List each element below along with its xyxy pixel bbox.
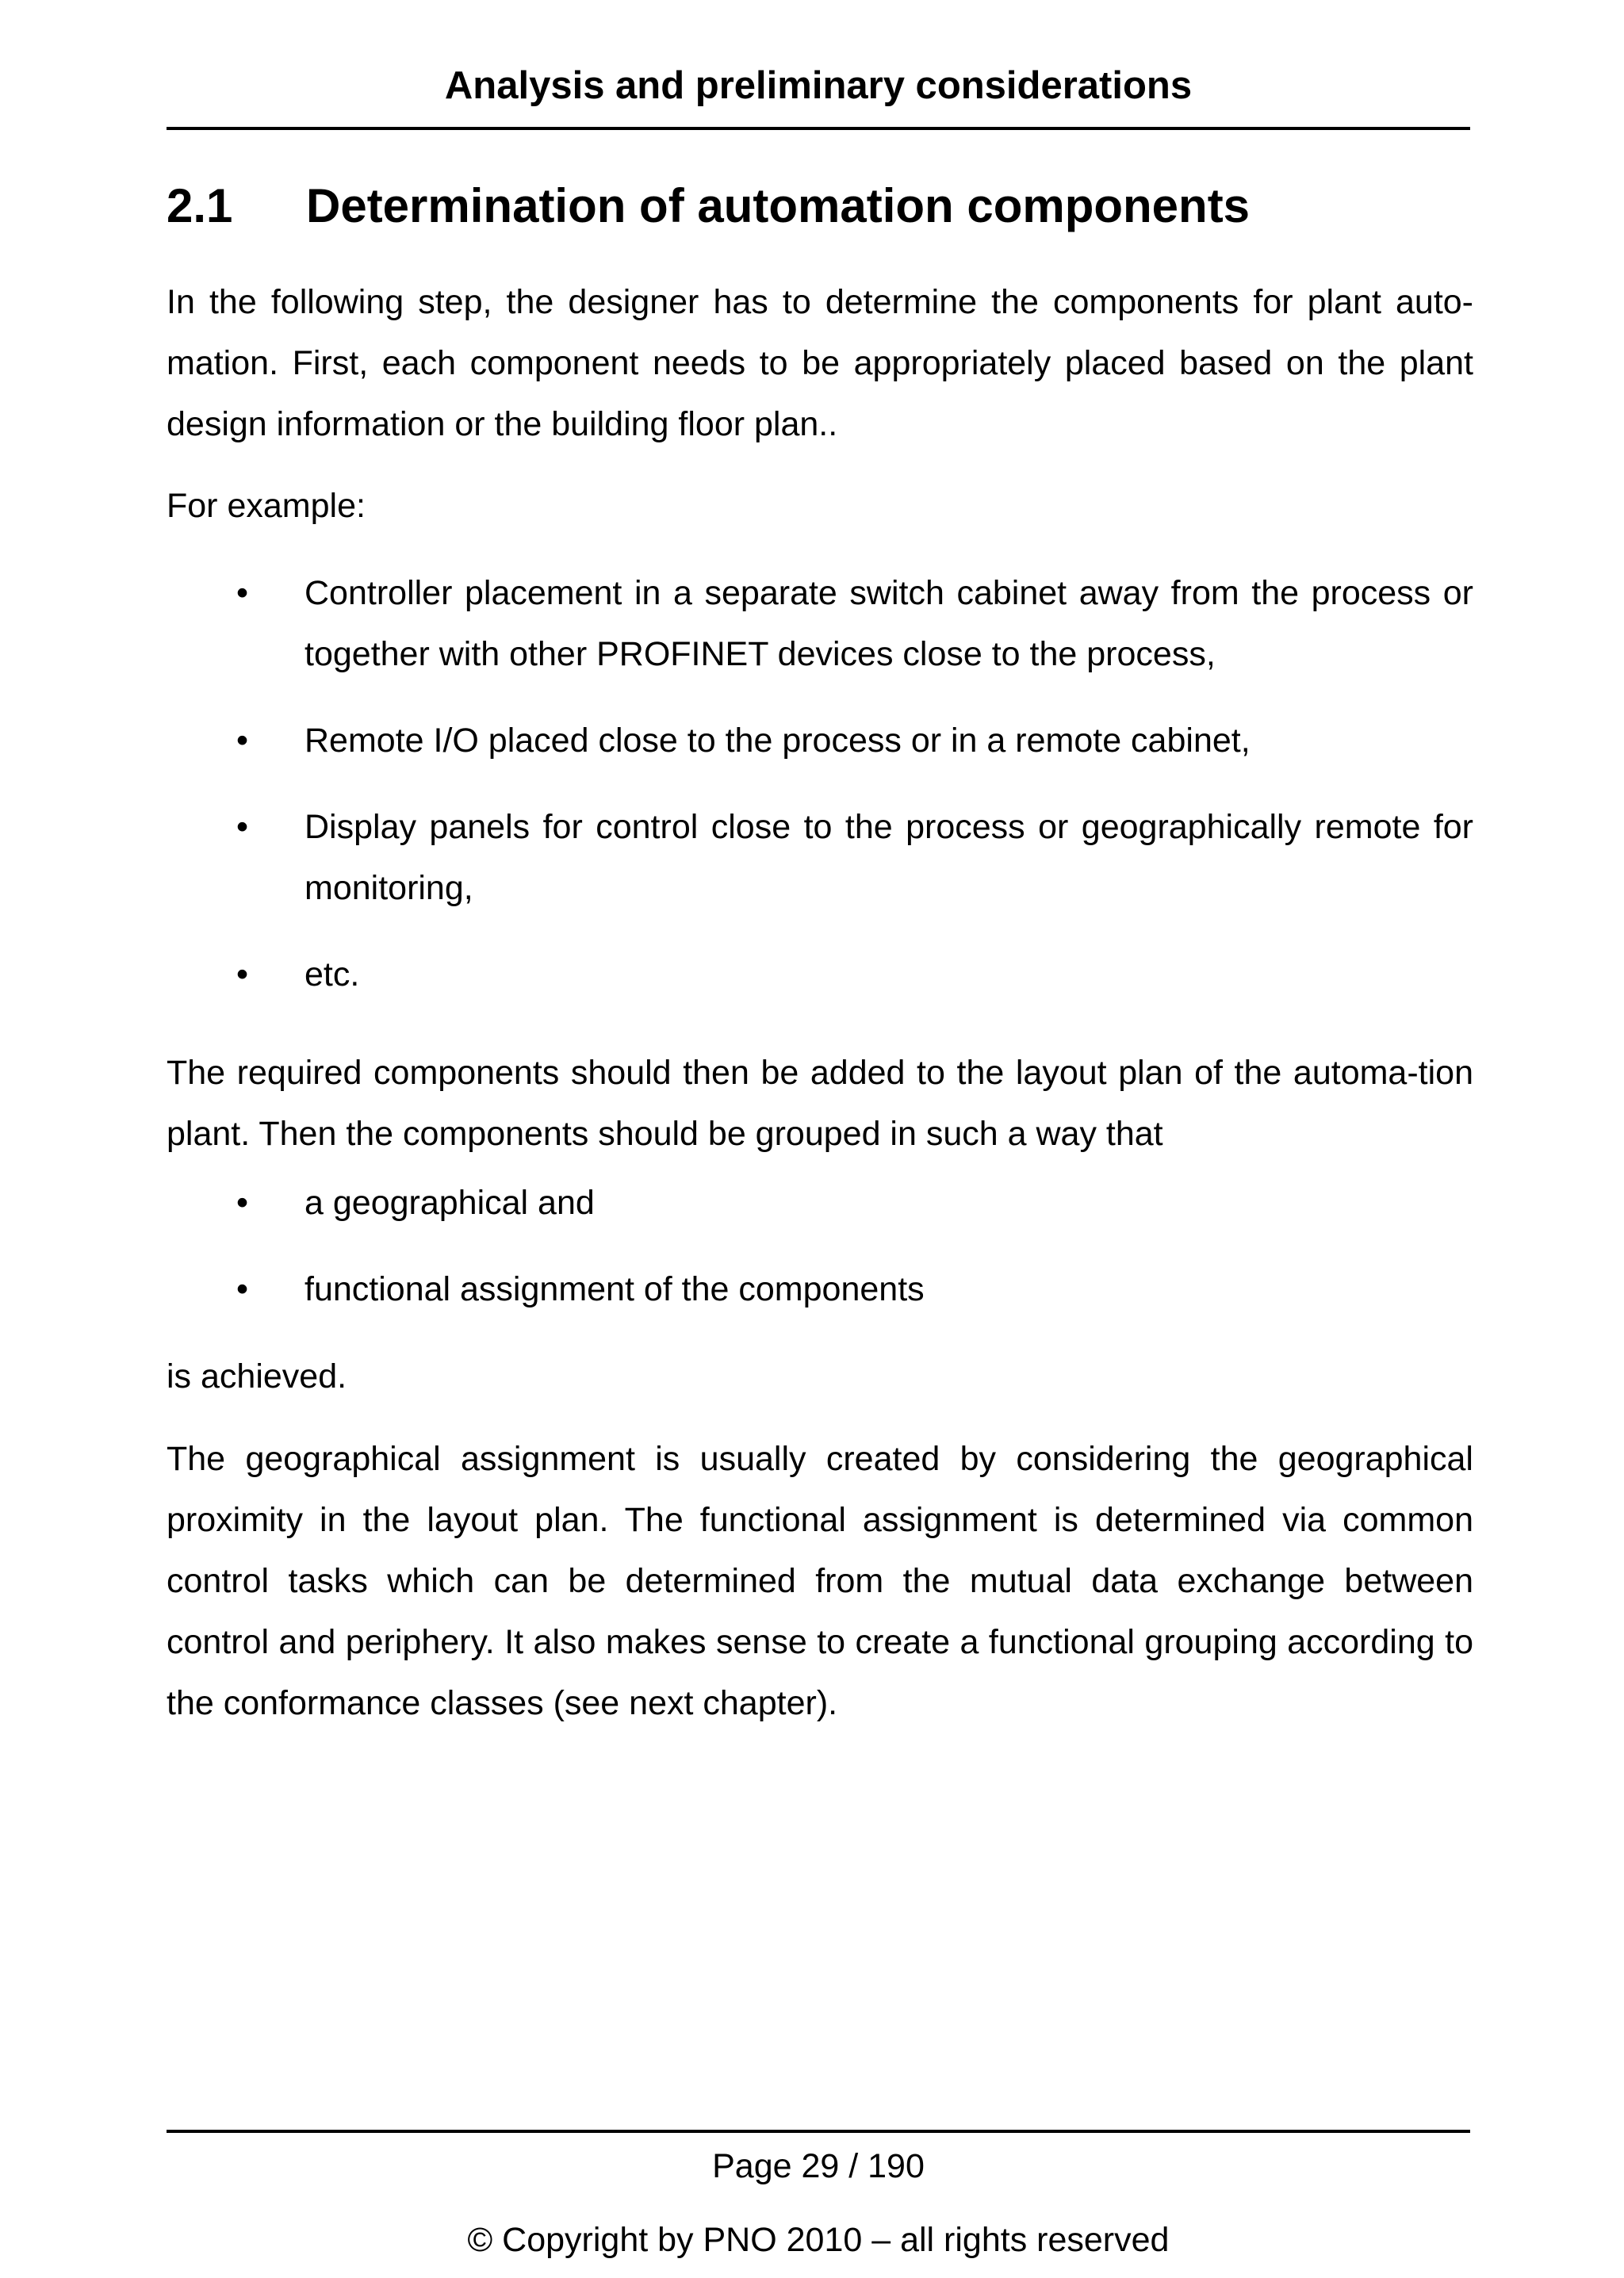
list-item-text: Display panels for control close to the process or geographically remote for monitoring,	[304, 808, 1473, 907]
list-item-text: Controller placement in a separate switch cabinet away from the process or together with other PROFINET devices close to the process,	[304, 574, 1473, 673]
bullet-icon: •	[236, 955, 249, 994]
section-number: 2.1	[167, 179, 233, 232]
section-heading	[167, 174, 1475, 238]
list-item	[167, 944, 1473, 1005]
bullet-icon: •	[236, 574, 249, 612]
section-title: Determination of automation components	[306, 179, 1251, 232]
paragraph-assignment-details: The geographical assignment is usually created by considering the geographical proximity in the layout plan. The functional assignment is determined via common control tasks which can be determined from the mutual data exchange between control and periphery. It also makes sense to create a functional grouping according to the conformance classes (see next chapter).	[167, 1440, 1473, 1722]
list-item-text: Remote I/O placed close to the process or in a remote cabinet,	[304, 722, 1251, 760]
paragraph-for-example: For example:	[167, 487, 366, 525]
paragraph-intro: In the following step, the designer has to determine the components for plant auto-mation. First, each component needs to be appropriately placed based on the plant design information or the building floor plan..	[167, 283, 1473, 443]
running-header: Analysis and preliminary considerations	[444, 64, 1193, 107]
footer-rule	[167, 2130, 1470, 2133]
copyright-notice: © Copyright by PNO 2010 – all rights reserved	[467, 2221, 1170, 2259]
list-item	[167, 710, 1473, 771]
bullet-icon: •	[236, 1270, 249, 1308]
bullet-icon: •	[236, 722, 249, 760]
examples-list	[167, 563, 1473, 1031]
list-item	[167, 1173, 1473, 1234]
page-number: Page 29 / 190	[712, 2147, 925, 2185]
bullet-icon: •	[236, 808, 249, 846]
list-item-text: etc.	[304, 955, 360, 994]
list-item-text: functional assignment of the components	[304, 1270, 925, 1308]
header-rule	[167, 127, 1470, 130]
assignments-list	[167, 1173, 1473, 1346]
paragraph-achieved: is achieved.	[167, 1357, 347, 1396]
paragraph-grouping: The required components should then be added to the layout plan of the automa-tion plant. Then the components should be grouped in such a way that	[167, 1054, 1473, 1153]
list-item	[167, 1259, 1473, 1320]
list-item	[167, 563, 1473, 685]
list-item	[167, 797, 1473, 919]
list-item-text: a geographical and	[304, 1184, 595, 1222]
bullet-icon: •	[236, 1184, 249, 1222]
